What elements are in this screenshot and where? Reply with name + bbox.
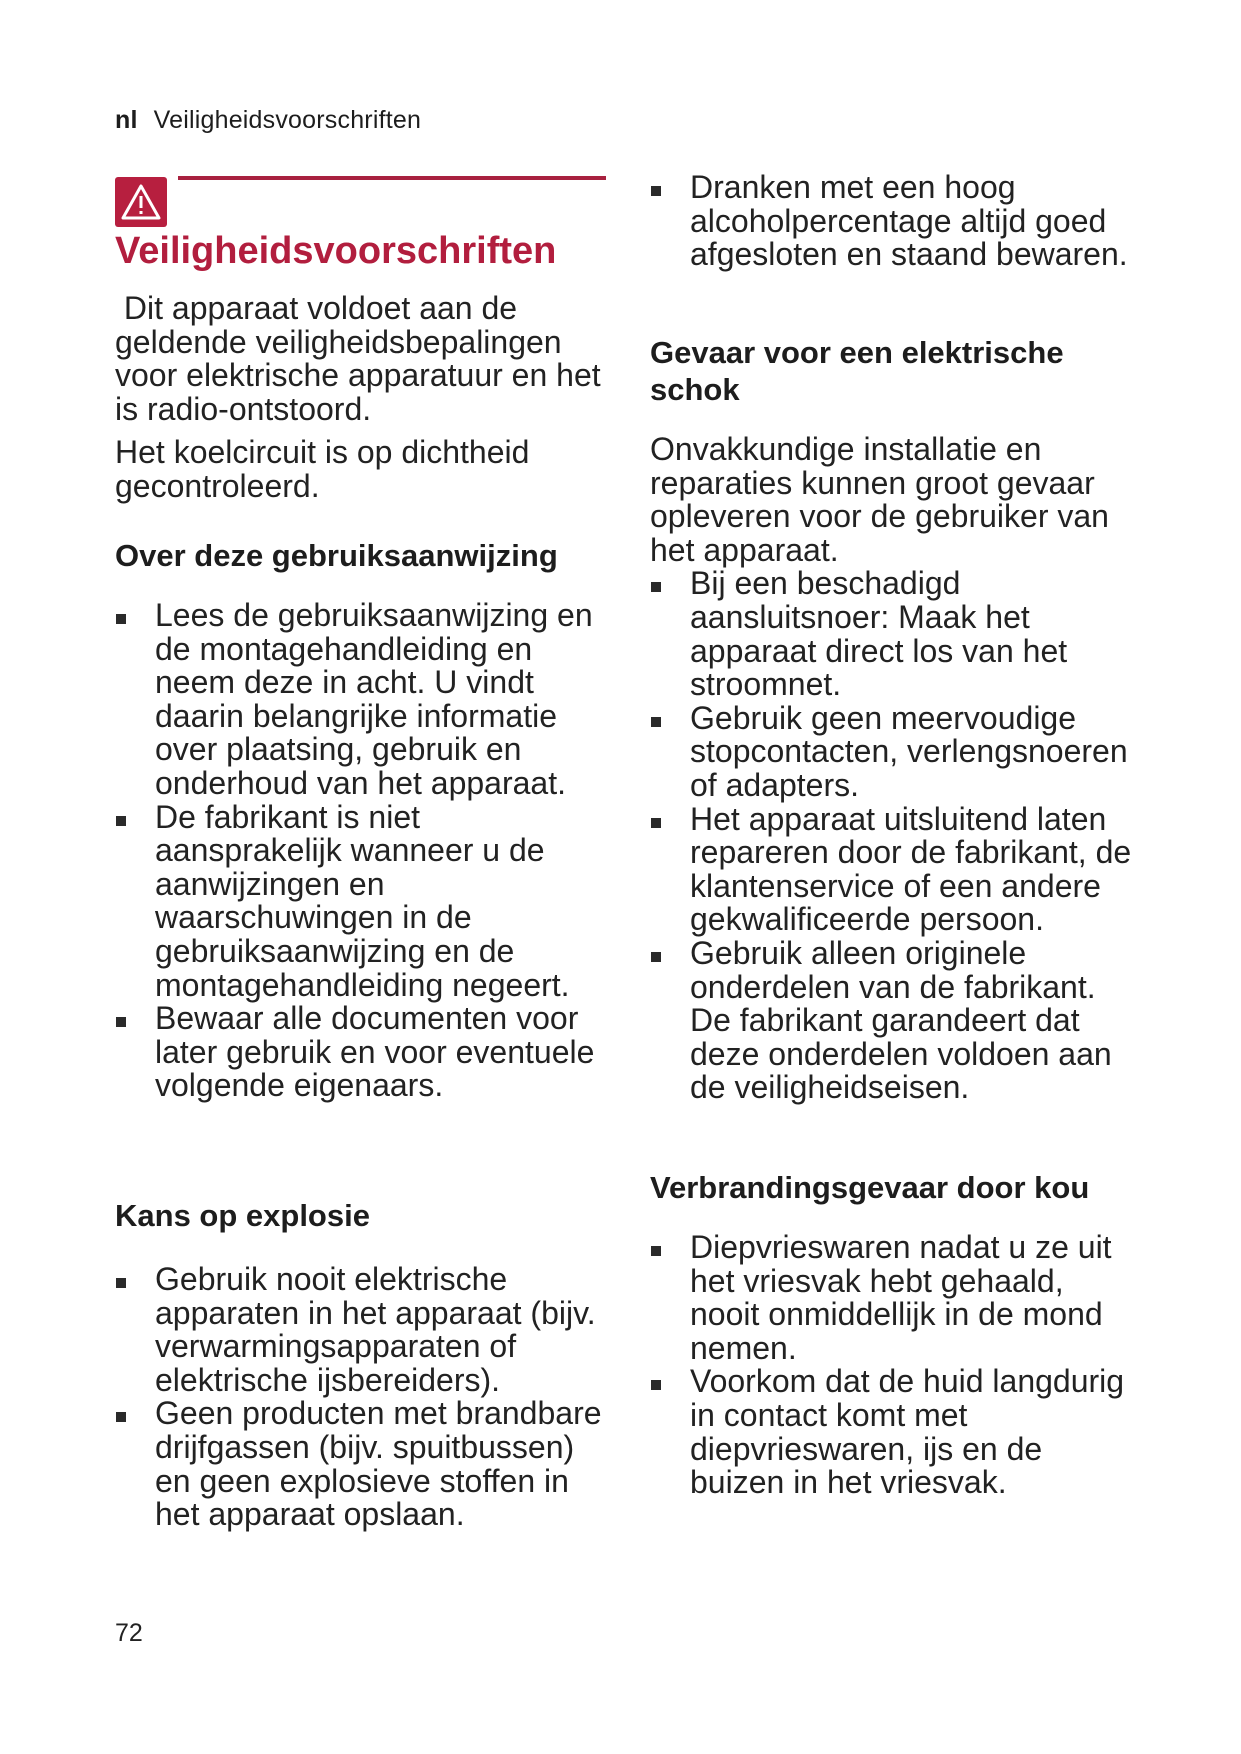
language-code: nl [115,106,138,134]
section-list [650,567,1140,1105]
list-item: Dranken met een hoog alcoholpercentage altijd goed afgesloten en staand bewaren. [650,171,1140,272]
list-item: Voorkom dat de huid langdurig in contact komt met diepvrieswaren, ijs en de buizen in het vriesvak. [650,1365,1140,1499]
list-item: De fabrikant is niet aansprakelijk wanneer u de aanwijzingen en waarschuwingen in de gebruiksaanwijzing en de montagehandleiding negeert. [115,801,615,1003]
section-body [650,433,1140,1105]
warning-triangle-icon [115,177,167,227]
section-heading: Gevaar voor een elektrische schok [650,335,1064,407]
section-intro: Onvakkundige installatie en reparaties kunnen groot gevaar opleveren voor de gebruiker van het apparaat. [650,431,1109,568]
intro-paragraph: Het koelcircuit is op dichtheid gecontroleerd. [115,434,530,504]
list-item: Gebruik nooit elektrische apparaten in het apparaat (bijv. verwarmingsapparaten of elektrische ijsbereiders). [115,1263,615,1397]
square-bullet-icon [651,818,661,828]
square-bullet-icon [651,717,661,727]
square-bullet-icon [116,816,126,826]
title-rule [178,176,606,180]
list-item: Bij een beschadigd aansluitsnoer: Maak het apparaat direct los van het stroomnet. [650,567,1140,701]
page-header [115,106,421,135]
section-heading: Over deze gebruiksaanwijzing [115,538,558,573]
list-item: Bewaar alle documenten voor later gebruik en voor eventuele volgende eigenaars. [115,1002,615,1103]
square-bullet-icon [116,1017,126,1027]
section-heading: Verbrandingsgevaar door kou [650,1170,1090,1205]
list-item: Gebruik alleen originele onderdelen van de fabrikant. De fabrikant garandeert dat deze onderdelen voldoen aan de veiligheidseisen. [650,937,1140,1105]
section-list [115,1263,615,1532]
square-bullet-icon [651,582,661,592]
list-item: Gebruik geen meervoudige stopcontacten, verlengsnoeren of adapters. [650,702,1140,803]
list-item: Geen producten met brandbare drijfgassen (bijv. spuitbussen) en geen explosieve stoffen in het apparaat opslaan. [115,1397,615,1531]
square-bullet-icon [116,614,126,624]
square-bullet-icon [116,1412,126,1422]
square-bullet-icon [651,1246,661,1256]
list-item: Lees de gebruiksaanwijzing en de montagehandleiding en neem deze in acht. U vindt daarin belangrijke informatie over plaatsing, gebruik en onderhoud van het apparaat. [115,599,615,801]
square-bullet-icon [116,1278,126,1288]
page-title: Veiligheidsvoorschriften [115,230,557,272]
list-item: Het apparaat uitsluitend laten repareren door de fabrikant, de klantenservice of een andere gekwalificeerde persoon. [650,803,1140,937]
intro-block [115,292,615,504]
list-item: Diepvrieswaren nadat u ze uit het vriesvak hebt gehaald, nooit onmiddellijk in de mond nemen. [650,1231,1140,1365]
square-bullet-icon [651,1380,661,1390]
square-bullet-icon [651,186,661,196]
section-list [650,171,1140,272]
square-bullet-icon [651,952,661,962]
intro-paragraph: Dit apparaat voldoet aan de geldende veiligheidsbepalingen voor elektrische apparatuur en het is radio-ontstoord. [115,290,610,427]
header-section: Veiligheidsvoorschriften [153,106,422,134]
section-heading: Kans op explosie [115,1198,370,1233]
section-list [115,599,615,1103]
page-number: 72 [115,1619,143,1647]
section-list [650,1231,1140,1500]
